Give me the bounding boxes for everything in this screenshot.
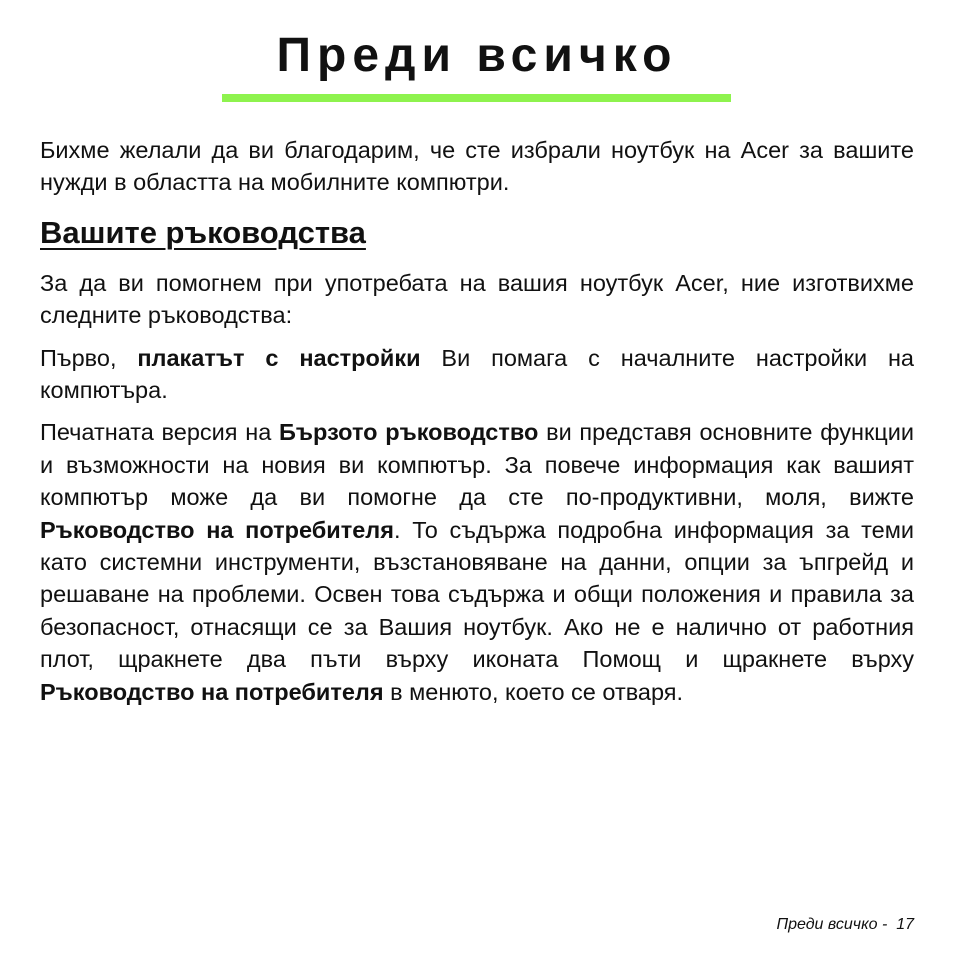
text-run: в менюто, което се отваря. [383,678,684,705]
quick-guide-paragraph [40,416,914,708]
bold-term-user-guide: Ръководство на потребителя [40,516,394,543]
text-run: Печатната версия на [40,419,280,446]
footer-section-name: Преди всичко - [776,916,888,933]
page-number: 17 [896,916,914,933]
setup-poster-paragraph [40,342,914,407]
text-run: ви представя основните функции и възможности на новия ви компютър. За повече информация как вашият компютър може да ви помогне да сте по-продуктивни, моля, вижте [40,419,915,511]
guides-intro-paragraph: За да ви помогнем при употребата на вашия ноутбук Acer, ние изготвихме следните ръководства: [40,269,914,329]
intro-paragraph: Бихме желали да ви благодарим, че сте избрали ноутбук на Acer за вашите нужди в областта на мобилните компютри. [40,137,914,196]
page-content [40,134,914,718]
text-run: Ви помага с началните настройки на компютъра. [40,344,914,404]
bold-term-user-guide: Ръководство на потребителя [40,678,384,705]
bold-term-setup-poster: плакатът с настройки [137,344,421,371]
text-run: Първо, [40,344,138,371]
page-footer [777,916,915,934]
page-title: Преди всичко [276,29,678,82]
title-underline-rule [222,94,731,102]
text-run: . То съдържа подробна информация за теми като системни инструменти, възстановяване на данни, опции за ъпгрейд и решаване на проблеми. Освен това съдържа и общи положения и правила за безопасност, отнасящи се за Вашия ноутбук. Ако не е налично от работния плот, щракнете два пъти върху иконата Помощ и щракнете върху [40,516,915,673]
section-heading: Вашите ръководства [40,214,366,250]
bold-term-quick-guide: Бързото ръководство [279,419,539,446]
